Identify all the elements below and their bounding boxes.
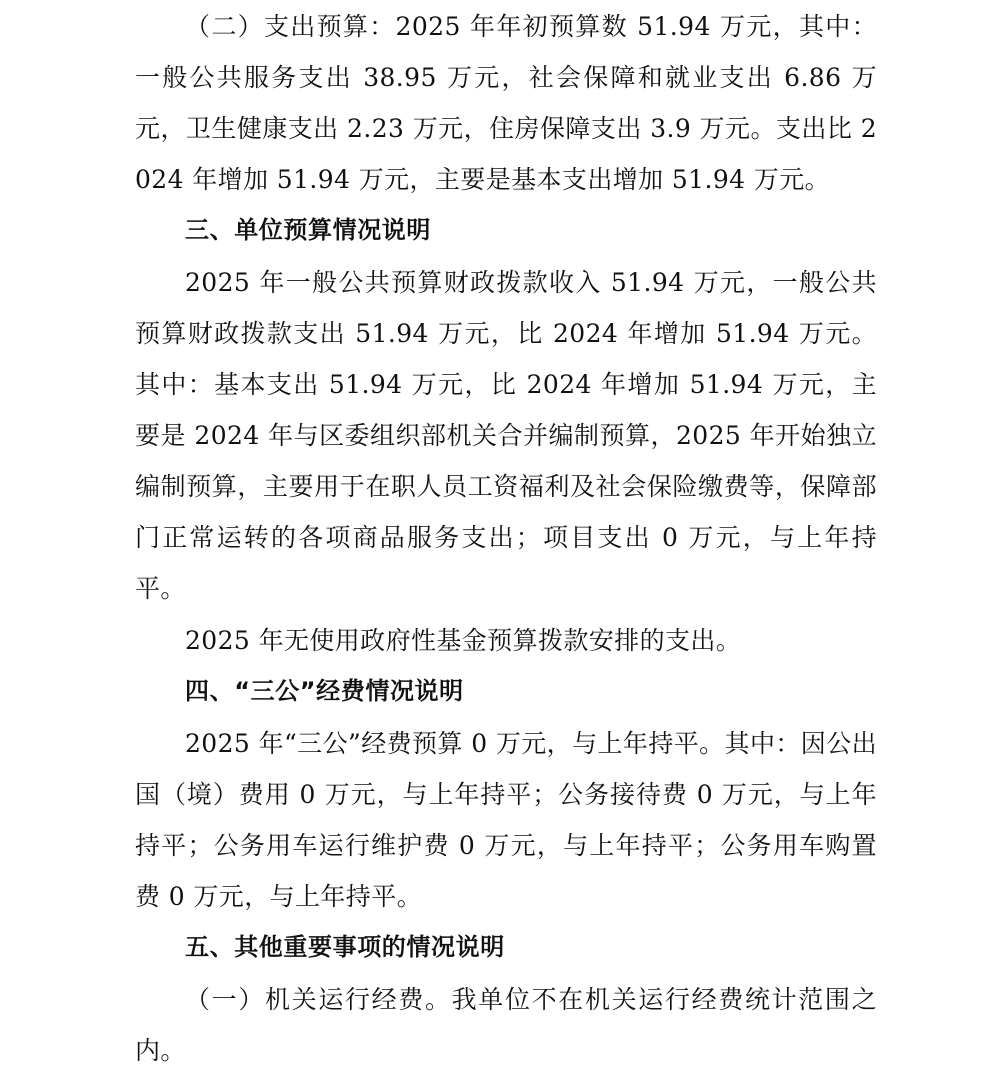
unit-budget-paragraph: 2025 年一般公共预算财政拨款收入 51.94 万元，一般公共预算财政拨款支出 51.94 万元，比 2024 年增加 51.94 万元。其中：基本支出 51.94 万元，比 2024 年增加 51.94 万元，主要是 2024 年与区委组织部机关合并编制预算，2025 年开始独立编制预算，主要用于在职人员工资福利及社会保险缴费等，保障部门正常运转的各项商品服务支出；项目支出 0 万元，与上年持平。 — [135, 268, 877, 603]
section-3-heading: 三、单位预算情况说明 — [185, 216, 431, 244]
document-page — [135, 0, 877, 1065]
expenditure-budget-paragraph: （二）支出预算：2025 年年初预算数 51.94 万元，其中：一般公共服务支出 38.95 万元，社会保障和就业支出 6.86 万元，卫生健康支出 2.23 万元，住房保障支出 3.9 万元。支出比 2024 年增加 51.94 万元，主要是基本支出增加 51.94 万元。 — [135, 12, 877, 194]
operating-expenses-paragraph: （一）机关运行经费。我单位不在机关运行经费统计范围之内。 — [135, 985, 877, 1065]
government-fund-paragraph: 2025 年无使用政府性基金预算拨款安排的支出。 — [185, 626, 742, 655]
section-5-heading: 五、其他重要事项的情况说明 — [185, 933, 505, 961]
three-public-expenses-paragraph: 2025 年“三公”经费预算 0 万元，与上年持平。其中：因公出国（境）费用 0 万元，与上年持平；公务接待费 0 万元，与上年持平；公务用车运行维护费 0 万元，与上年持平；公务用车购置费 0 万元，与上年持平。 — [135, 729, 877, 911]
section-4-heading: 四、“三公”经费情况说明 — [185, 677, 464, 705]
